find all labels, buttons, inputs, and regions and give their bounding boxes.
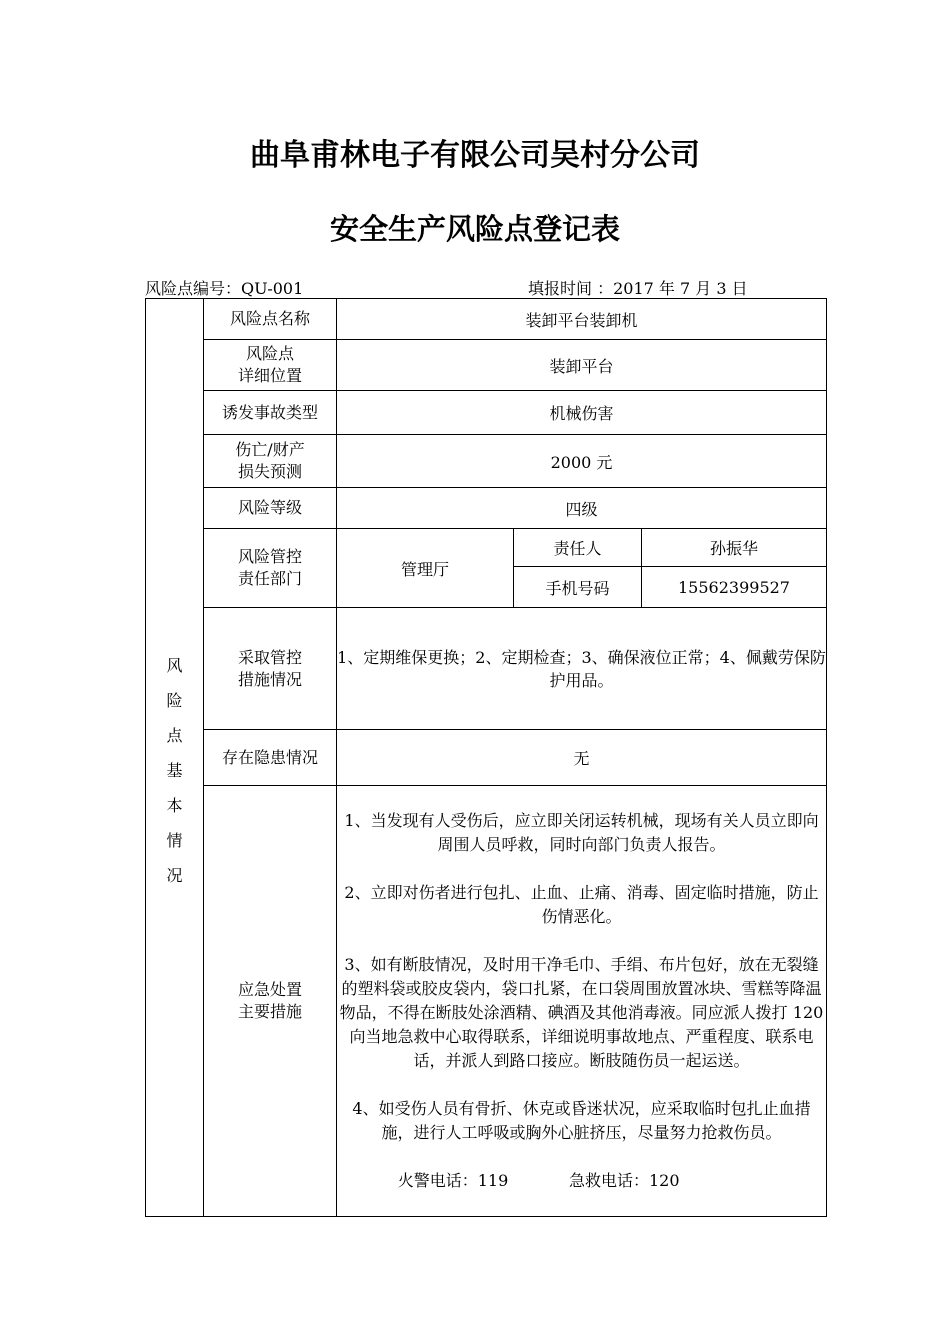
accident-value: 机械伤害	[337, 391, 827, 435]
measures-value: 1、定期维保更换；2、定期检查；3、确保液位正常；4、佩戴劳保防护用品。	[337, 608, 827, 730]
loss-label-line2: 损失预测	[237, 462, 302, 481]
loss-label	[204, 435, 337, 488]
risk-register-table	[145, 298, 827, 1217]
side-char: 本	[166, 796, 183, 815]
side-char: 点	[166, 726, 183, 745]
dept-value: 管理厅	[337, 529, 514, 608]
loss-value: 2000 元	[337, 435, 827, 488]
side-char: 基	[166, 761, 183, 780]
side-char: 情	[166, 831, 183, 850]
location-value: 装卸平台	[337, 340, 827, 391]
name-value: 装卸平台装卸机	[337, 299, 827, 340]
location-label-line2: 详细位置	[237, 366, 302, 385]
emergency-label-line2: 主要措施	[237, 1002, 302, 1021]
level-label: 风险等级	[204, 488, 337, 529]
measures-label-line1: 采取管控	[237, 647, 302, 667]
name-label: 风险点名称	[204, 299, 337, 340]
emergency-paragraph: 3、如有断肢情况，及时用干净毛巾、手绢、布片包好，放在无裂缝的塑料袋或胶皮袋内，袋口扎紧，在口袋周围放置冰块、雪糕等降温物品，不得在断肢处涂酒精、碘酒及其他消毒液。同应派人拨打 120 向当地急救中心取得联系，详细说明事故地点、严重程度、联系电话，并派人到路口接应。断肢随伤员一起运送。	[339, 955, 824, 1070]
location-label	[204, 340, 337, 391]
side-header	[146, 299, 204, 1217]
measures-label	[204, 608, 337, 730]
level-value: 四级	[337, 488, 827, 529]
side-char: 风	[166, 656, 183, 675]
hazard-value: 无	[337, 730, 827, 786]
accident-label: 诱发事故类型	[204, 391, 337, 435]
emergency-phones	[337, 1169, 826, 1193]
fill-time: 填报时间 ：2017 年 7 月 3 日	[528, 279, 748, 298]
emergency-label	[204, 786, 337, 1217]
ambulance-phone: 急救电话：120	[569, 1171, 680, 1190]
emergency-paragraph: 4、如受伤人员有骨折、休克或昏迷状况，应采取临时包扎止血措施，进行人工呼吸或胸外心脏挤压，尽量努力抢救伤员。	[352, 1099, 811, 1142]
company-title: 曲阜甫林电子有限公司吴村分公司	[250, 138, 700, 173]
dept-label	[204, 529, 337, 608]
phone-value: 15562399527	[642, 567, 827, 608]
emergency-measures	[337, 786, 827, 1217]
phone-label: 手机号码	[514, 567, 642, 608]
loss-label-line1: 伤亡/财产	[235, 440, 305, 459]
hazard-label: 存在隐患情况	[204, 730, 337, 786]
side-char: 险	[166, 691, 183, 710]
person-value: 孙振华	[642, 529, 827, 567]
location-label-line1: 风险点	[245, 344, 294, 363]
emergency-paragraph: 1、当发现有人受伤后，应立即关闭运转机械，现场有关人员立即向周围人员呼救，同时向部门负责人报告。	[344, 811, 819, 854]
emergency-label-line1: 应急处置	[237, 980, 302, 999]
measures-label-line2: 措施情况	[237, 669, 302, 689]
side-char: 况	[166, 866, 183, 885]
dept-label-line1: 风险管控	[237, 547, 302, 566]
emergency-paragraph: 2、立即对伤者进行包扎、止血、止痛、消毒、固定临时措施，防止伤情恶化。	[344, 883, 819, 926]
form-title: 安全生产风险点登记表	[329, 212, 620, 246]
fire-phone: 火警电话：119	[397, 1171, 509, 1190]
person-label: 责任人	[514, 529, 642, 567]
dept-label-line2: 责任部门	[237, 569, 302, 588]
risk-number: 风险点编号：QU-001	[145, 279, 304, 298]
